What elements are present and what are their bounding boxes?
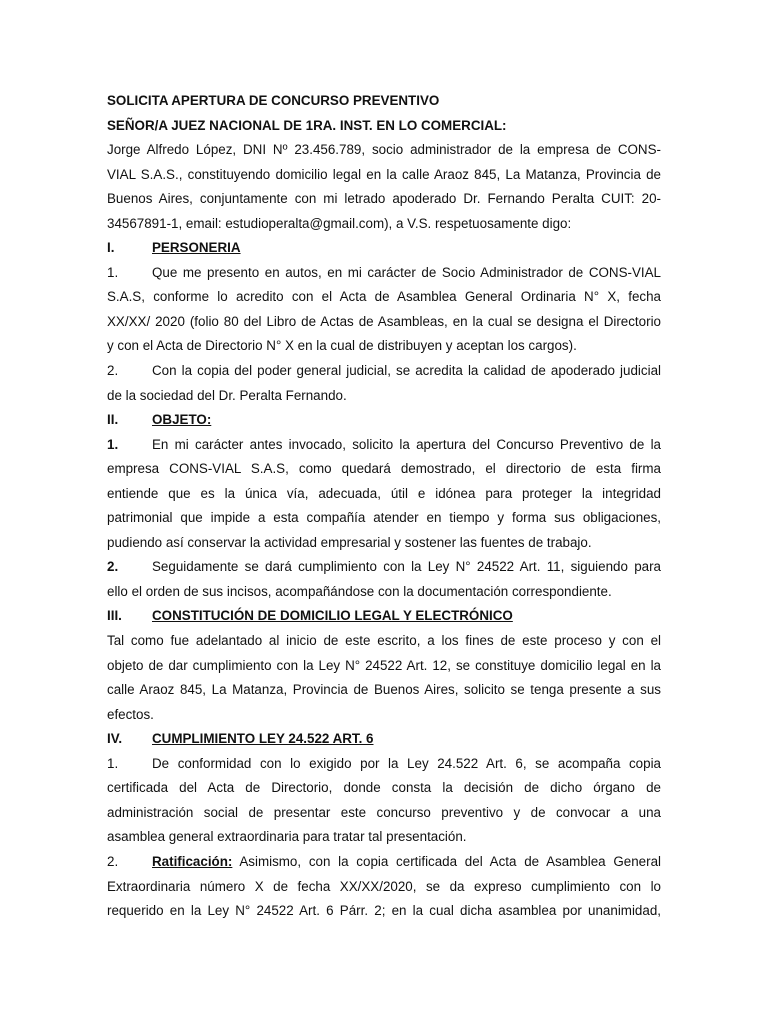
section-title: CONSTITUCIÓN DE DOMICILIO LEGAL Y ELECTRÓNICO <box>152 608 513 624</box>
paragraph-line: 2. Con la copia del poder general judicial, se acredita la calidad de apoderado judicial <box>107 359 661 384</box>
section-title: CUMPLIMIENTO LEY 24.522 ART. 6 <box>152 731 374 747</box>
intro-line: Jorge Alfredo López, DNI Nº 23.456.789, socio administrador de la empresa de CONS- <box>107 142 661 158</box>
section-number: II. <box>107 412 119 428</box>
document-title: SOLICITA APERTURA DE CONCURSO PREVENTIVO <box>107 93 440 108</box>
point-number: 2. <box>107 559 119 575</box>
section-heading-personeria <box>107 236 661 261</box>
paragraph-line: certificada del Acta de Directorio, donde consta la decisión de dicho órgano de <box>107 780 661 796</box>
paragraph-line: empresa CONS-VIAL S.A.S, como quedará demostrado, el directorio de esta firma <box>107 461 661 477</box>
paragraph-line: asamblea general extraordinaria para tratar tal presentación. <box>107 829 467 845</box>
paragraph-line: 1. Que me presento en autos, en mi carácter de Socio Administrador de CONS-VIAL <box>107 261 661 286</box>
addressee: SEÑOR/A JUEZ NACIONAL DE 1RA. INST. EN LO COMERCIAL: <box>107 117 507 133</box>
paragraph-line: ello el orden de sus incisos, acompañándose con la documentación correspondiente. <box>107 583 612 599</box>
paragraph-line: Extraordinaria número X de fecha XX/XX/2020, se da expreso cumplimiento con lo <box>107 878 661 894</box>
document-body <box>107 89 661 924</box>
intro-line: 34567891-1, email: estudioperalta@gmail.com), a V.S. respetuosamente digo: <box>107 215 572 231</box>
point-number: 1. <box>107 436 119 452</box>
section-heading-cumplimiento <box>107 727 661 752</box>
section-heading-domicilio <box>107 604 661 629</box>
paragraph-line: requerido en la Ley N° 24522 Art. 6 Párr. 2; en la cual dicha asamblea por unanimidad, <box>107 903 661 919</box>
section-number: I. <box>107 240 115 256</box>
point-number: 2. <box>107 363 119 379</box>
paragraph-line: Tal como fue adelantado al inicio de este escrito, a los fines de este proceso y con el <box>107 633 661 649</box>
point-number: 2. <box>107 853 119 869</box>
paragraph-line: 1. En mi carácter antes invocado, solicito la apertura del Concurso Preventivo de la <box>107 433 661 458</box>
paragraph-line: de la sociedad del Dr. Peralta Fernando. <box>107 387 347 403</box>
point-number: 1. <box>107 264 119 280</box>
paragraph-line: 2. Ratificación: Asimismo, con la copia certificada del Acta de Asamblea General <box>107 850 661 875</box>
paragraph-line: patrimonial que impide a esta compañía atender en tiempo y forma sus obligaciones, <box>107 510 661 526</box>
paragraph-line: XX/XX/ 2020 (folio 80 del Libro de Actas de Asambleas, en la cual se designa el Directorio <box>107 313 661 329</box>
paragraph-line: entiende que es la única vía, adecuada, útil e idónea para proteger la integridad <box>107 485 661 501</box>
paragraph-line: efectos. <box>107 706 154 722</box>
section-title: PERSONERIA <box>152 240 241 256</box>
intro-line: VIAL S.A.S., constituyendo domicilio legal en la calle Araoz 845, La Matanza, Provincia de <box>107 166 661 182</box>
section-number: IV. <box>107 731 123 747</box>
paragraph-line: 2. Seguidamente se dará cumplimiento con la Ley N° 24522 Art. 11, siguiendo para <box>107 555 661 580</box>
section-heading-objeto <box>107 408 661 433</box>
paragraph-line: 1. De conformidad con lo exigido por la Ley 24.522 Art. 6, se acompaña copia <box>107 752 661 777</box>
paragraph-line: y con el Acta de Directorio N° X en la cual de distribuyen y aceptan los cargos). <box>107 338 577 354</box>
paragraph-line: objeto de dar cumplimiento con la Ley N° 24522 Art. 12, se constituye domicilio legal en la <box>107 657 661 673</box>
paragraph-line: pudiendo así conservar la actividad empresarial y sostener las fuentes de trabajo. <box>107 534 592 550</box>
paragraph-line: administración social de presentar este concurso preventivo y de convocar a una <box>107 804 661 820</box>
inline-label: Ratificación: <box>152 853 233 869</box>
intro-line: Buenos Aires, conjuntamente con mi letrado apoderado Dr. Fernando Peralta CUIT: 20- <box>107 191 661 207</box>
section-title: OBJETO: <box>152 412 212 428</box>
paragraph-line: S.A.S, conforme lo acredito con el Acta de Asamblea General Ordinaria N° X, fecha <box>107 289 661 305</box>
paragraph-line: calle Araoz 845, La Matanza, Provincia de Buenos Aires, solicito se tenga presente a sus <box>107 682 661 698</box>
section-number: III. <box>107 608 122 624</box>
point-number: 1. <box>107 755 119 771</box>
